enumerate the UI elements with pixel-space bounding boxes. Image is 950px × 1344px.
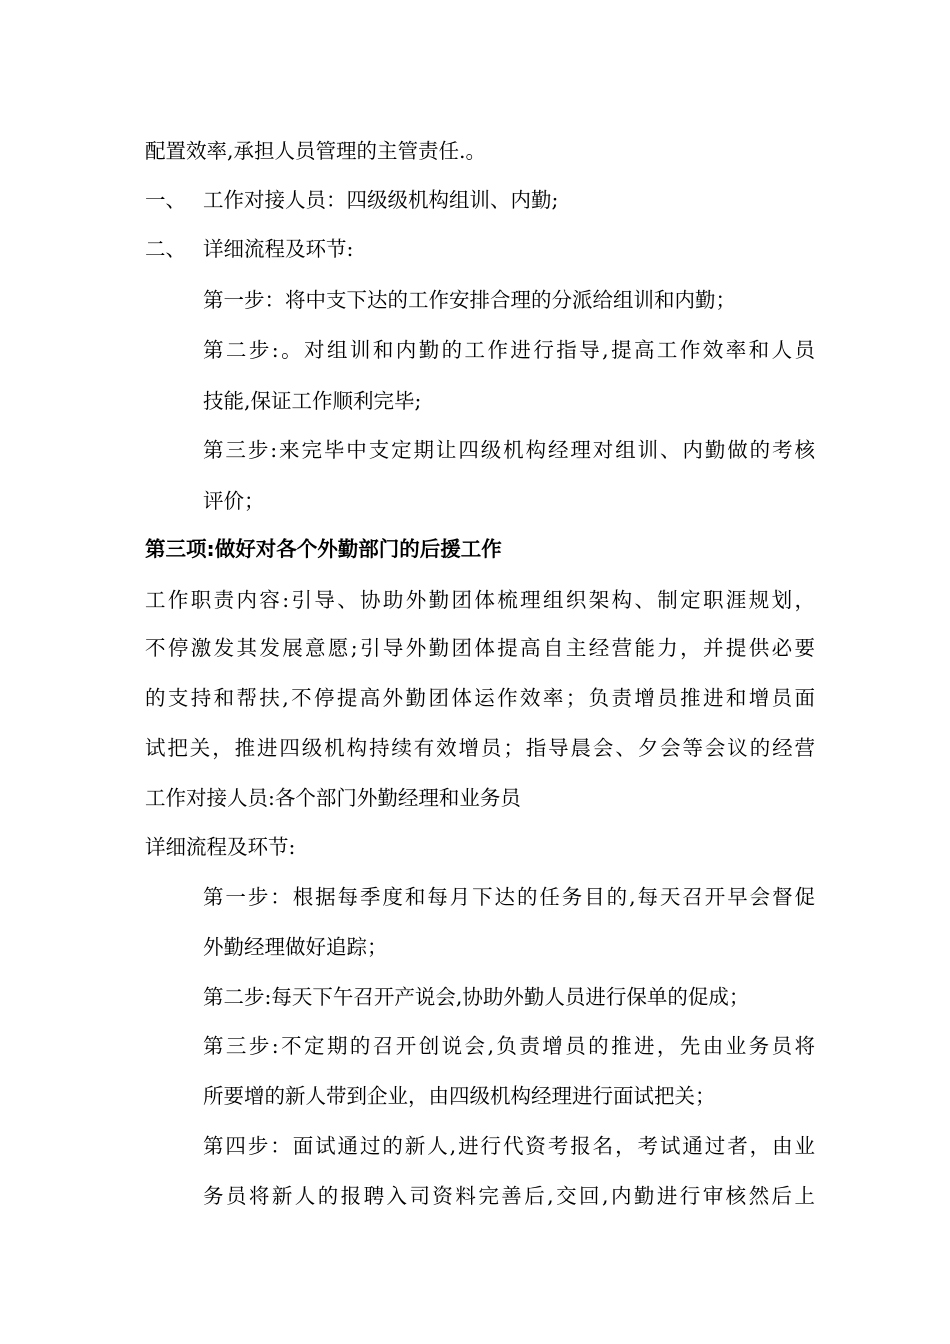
section-heading: 第三项:做好对各个外勤部门的后援工作	[145, 537, 502, 561]
paragraph-line: 工作职责内容:引导、协助外勤团体梳理组织架构、制定职涯规划，	[145, 588, 815, 612]
paragraph-line: 详细流程及环节:	[145, 835, 296, 859]
step-line: 务员将新人的报聘入司资料完善后,交回,内勤进行审核然后上	[203, 1184, 815, 1208]
step-line: 第三步:来完毕中支定期让四级机构经理对组训、内勤做的考核	[203, 438, 815, 462]
step-line: 所要增的新人带到企业，由四级机构经理进行面试把关；	[203, 1084, 716, 1108]
step-line: 第三步:不定期的召开创说会,负责增员的推进，先由业务员将	[203, 1034, 815, 1058]
step-line: 第四步：面试通过的新人,进行代资考报名，考试通过者，由业	[203, 1134, 815, 1158]
step-line: 技能,保证工作顺利完毕;	[203, 389, 422, 413]
paragraph-line: 试把关，推进四级机构持续有效增员；指导晨会、夕会等会议的经营	[145, 736, 815, 760]
list-item-text: 工作对接人员：四级级机构组训、内勤;	[203, 188, 559, 212]
step-line: 第二步:。对组训和内勤的工作进行指导,提高工作效率和人员	[203, 338, 815, 362]
step-line: 外勤经理做好追踪；	[203, 935, 388, 959]
list-item-text: 详细流程及环节:	[203, 237, 354, 261]
step-line: 评价；	[203, 489, 265, 513]
list-number: 二、	[145, 237, 186, 261]
step-line: 第一步：根据每季度和每月下达的任务目的,每天召开早会督促	[203, 885, 815, 909]
paragraph-line: 配置效率,承担人员管理的主管责任.。	[145, 139, 487, 163]
step-line: 第一步：将中支下达的工作安排合理的分派给组训和内勤；	[203, 288, 736, 312]
paragraph-line: 的支持和帮扶,不停提高外勤团体运作效率；负责增员推进和增员面	[145, 686, 815, 710]
step-line: 第二步:每天下午召开产说会,协助外勤人员进行保单的促成；	[203, 985, 750, 1009]
paragraph-line: 不停激发其发展意愿;引导外勤团体提高自主经营能力，并提供必要	[145, 636, 815, 660]
list-number: 一、	[145, 188, 186, 212]
paragraph-line: 工作对接人员:各个部门外勤经理和业务员	[145, 786, 521, 810]
